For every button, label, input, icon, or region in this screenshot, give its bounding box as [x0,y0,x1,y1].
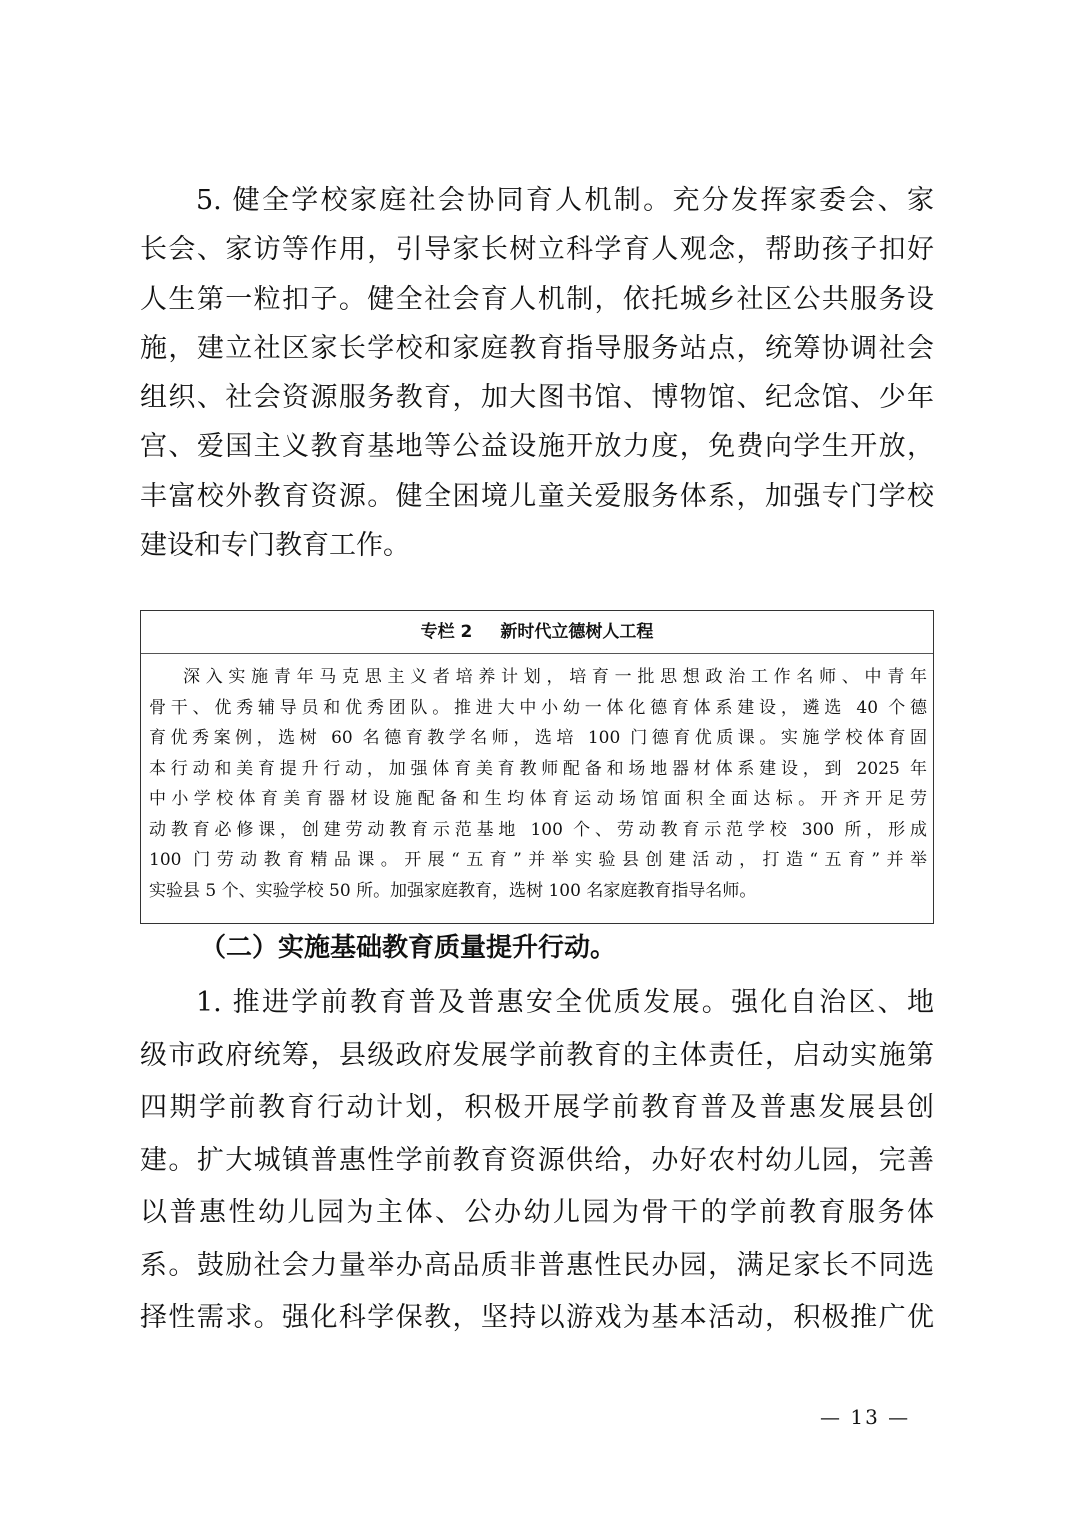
text-line: 择性需求。强化科学保教，坚持以游戏为基本活动，积极推广优 [140,1302,934,1333]
text-line: 建。扩大城镇普惠性学前教育资源供给，办好农村幼儿园，完善 [140,1144,934,1176]
text-line: 长会、家访等作用，引导家长树立科学育人观念，帮助孩子扣好 [140,234,934,266]
text-line: 实验县 5 个、实验学校 50 所。加强家庭教育，选树 100 名家庭教育指导名师。 [149,880,757,901]
text-line: 级市政府统筹，县级政府发展学前教育的主体责任，启动实施第 [140,1039,934,1071]
text-line: 本行动和美育提升行动，加强体育美育教师配备和场地器材体系建设，到 2025 年 [149,758,927,779]
text-line: 建设和专门教育工作。 [140,530,410,562]
column-box [140,610,934,924]
text-line: 宫、爱国主义教育基地等公益设施开放力度，免费向学生开放， [140,431,934,463]
text-line: 深入实施青年马克思主义者培养计划，培育一批思想政治工作名师、中青年 [183,667,927,687]
text-line: 系。鼓励社会力量举办高品质非普惠性民办园，满足家长不同选 [140,1249,934,1281]
column-label: 专栏 2 [420,622,473,642]
column-title: 新时代立德树人工程 [500,622,654,642]
text-line: 动教育必修课，创建劳动教育示范基地 100 个、劳动教育示范学校 300 所，形成 [149,819,927,840]
paragraph-5 [140,176,934,570]
text-line: 四期学前教育行动计划，积极开展学前教育普及普惠发展县创 [140,1092,934,1123]
column-box-title [141,611,933,654]
text-line: 100 门劳动教育精品课。开展“五育”并举实验县创建活动，打造“五育”并举 [149,850,927,870]
paragraph-1 [140,977,934,1345]
text-line: 组织、社会资源服务教育，加大图书馆、博物馆、纪念馆、少年 [140,382,934,414]
text-line: 5. 健全学校家庭社会协同育人机制。充分发挥家委会、家 [196,185,934,216]
text-line: 丰富校外教育资源。健全困境儿童关爱服务体系，加强专门学校 [140,480,934,512]
text-line: 以普惠性幼儿园为主体、公办幼儿园为骨干的学前教育服务体 [140,1197,934,1228]
text-line: 施，建立社区家长学校和家庭教育指导服务站点，统筹协调社会 [140,332,934,364]
text-line: 骨干、优秀辅导员和优秀团队。推进大中小幼一体化德育体系建设，遴选 40 个德 [149,697,927,718]
text-line: 人生第一粒扣子。健全社会育人机制，依托城乡社区公共服务设 [140,283,934,315]
text-line: 1. 推进学前教育普及普惠安全优质发展。强化自治区、地 [196,987,934,1018]
text-line: 育优秀案例，选树 60 名德育教学名师，选培 100 门德育优质课。实施学校体育固 [149,728,927,748]
column-box-body [141,654,933,906]
text-line: 中小学校体育美育器材设施配备和生均体育运动场馆面积全面达标。开齐开足劳 [149,789,927,809]
page-number: — 13 — [820,1405,911,1429]
section-heading: （二）实施基础教育质量提升行动。 [200,933,617,963]
